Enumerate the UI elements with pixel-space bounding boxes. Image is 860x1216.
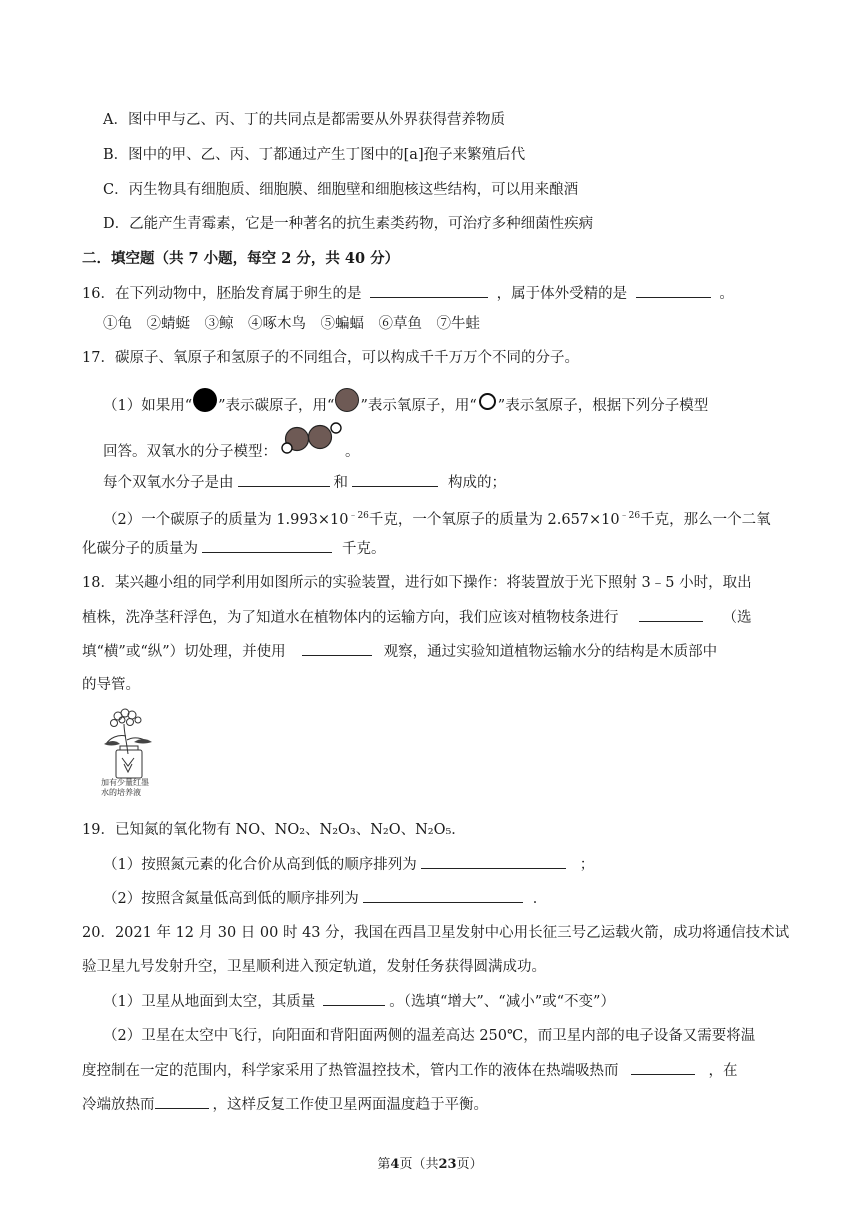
q17-p2-b: 千克，一个氧原子的质量为 2.657×10	[368, 511, 620, 528]
q19-p1-a: （1）按照氮元素的化合价从高到低的顺序排列为	[103, 857, 417, 873]
option-c: C．丙生物具有细胞质、细胞膜、细胞壁和细胞核这些结构，可以用来酿酒	[103, 182, 579, 198]
q20-part2-line2	[82, 1060, 738, 1081]
footer-page-number: 4	[390, 1157, 400, 1172]
q19-p1-b: ；	[579, 857, 595, 873]
q18-line2-b: （选	[722, 610, 752, 626]
q18-line2	[82, 607, 752, 628]
q18-line3-b: 观察，通过实验知道植物运输水分的结构是木质部中	[383, 644, 718, 660]
q17-blank-3[interactable]	[202, 538, 332, 553]
hydrogen-peroxide-model-icon	[280, 420, 346, 456]
q20-part2-line1: （2）卫星在太空中飞行，向阳面和背阳面两侧的温差高达 250℃，而卫星内部的电子设备又需要将温	[103, 1028, 756, 1044]
q20-p1-a: （1）卫星从地面到太空，其质量	[103, 994, 316, 1010]
q17-p1-text-d: ”表示氢原子，根据下列分子模型	[497, 398, 709, 414]
q18-line1: 18．某兴趣小组的同学利用如图所示的实验装置，进行如下操作：将装置放于光下照射 3﹣5 小时，取出	[82, 575, 752, 591]
q19-p2-a: （2）按照含氮量低高到低的顺序排列为	[103, 891, 359, 907]
q17-p1-line3-c: 构成的；	[448, 475, 506, 491]
q19-p2-b: ．	[532, 891, 548, 907]
q17-p1-line2-end: 。	[345, 444, 360, 460]
q17-p2-exp1: ﹣26	[348, 511, 369, 521]
q17-p1-text-b: ”表示碳原子，用“	[218, 398, 335, 414]
q19-blank-2[interactable]	[363, 888, 523, 903]
q20-blank-2[interactable]	[631, 1060, 695, 1075]
q17-p2-a: （2）一个碳原子的质量为 1.993×10	[103, 511, 349, 528]
option-b: B．图中的甲、乙、丙、丁都通过产生丁图中的[a]孢子来繁殖后代	[103, 147, 526, 163]
figure-caption-1: 加有少量红墨	[101, 778, 149, 787]
question-16	[82, 283, 734, 304]
q19-blank-1[interactable]	[421, 854, 566, 869]
carbon-atom-icon	[193, 388, 217, 412]
q17-p1-text-a: （1）如果用“	[103, 398, 193, 414]
q17-part2-line2	[82, 538, 386, 559]
footer-text-b: 页（共	[399, 1157, 439, 1172]
q20-blank-3[interactable]	[155, 1094, 209, 1109]
q16-blank-2[interactable]	[636, 283, 711, 298]
q20-part2-line3	[82, 1094, 488, 1115]
q18-line3	[82, 641, 717, 662]
page-footer	[0, 1156, 860, 1174]
q17-p2-line2-a: 化碳分子的质量为	[82, 541, 198, 557]
q17-p2-line2-b: 千克。	[342, 541, 386, 557]
q18-line2-a: 植株，洗净茎秆浮色，为了知道水在植物体内的运输方向，我们应该对植物枝条进行	[82, 610, 619, 626]
q20-p2-line2-b: ，在	[708, 1063, 738, 1079]
q17-p2-exp2: ﹣26	[619, 511, 641, 521]
q17-p1-line2-text: 回答。双氧水的分子模型：	[103, 444, 277, 460]
q16-stem-c: 。	[719, 286, 734, 302]
footer-total-pages: 23	[438, 1157, 457, 1172]
q19-stem: 19．已知氮的氧化物有 NO、NO₂、N₂O₃、N₂O、N₂O₅．	[82, 822, 466, 838]
q20-line1: 20．2021 年 12 月 30 日 00 时 43 分，我国在西昌卫星发射中心用长征三号乙运载火箭，成功将通信技术试	[82, 925, 790, 941]
hydrogen-atom-icon	[479, 393, 496, 410]
q17-blank-2[interactable]	[352, 472, 438, 487]
q17-blank-1[interactable]	[238, 472, 330, 487]
option-d: D．乙能产生青霉素，它是一种著名的抗生素类药物，可治疗多种细菌性疾病	[103, 216, 594, 232]
q16-stem-b: ，属于体外受精的是	[496, 286, 628, 302]
option-a: A．图中甲与乙、丙、丁的共同点是都需要从外界获得营养物质	[103, 112, 505, 128]
q17-p2-c: 千克，那么一个二氧	[640, 511, 771, 528]
q19-part1	[103, 854, 594, 875]
q20-part1	[103, 991, 615, 1012]
q18-line3-a: 填“横”或“纵”）切处理，并使用	[82, 644, 286, 660]
q17-part1-line2	[103, 442, 277, 462]
q18-blank-2[interactable]	[302, 641, 372, 656]
q18-line4: 的导管。	[82, 677, 140, 693]
q18-blank-1[interactable]	[639, 607, 703, 622]
q16-animal-list: ①龟 ②蜻蜓 ③鲸 ④啄木鸟 ⑤蝙蝠 ⑥草鱼 ⑦牛蛙	[103, 316, 480, 332]
q20-p2-line2-a: 度控制在一定的范围内，科学家采用了热管温控技术，管内工作的液体在热端吸热而	[82, 1063, 619, 1079]
figure-caption-2: 水的培养液	[101, 788, 141, 797]
oxygen-atom-icon	[335, 388, 359, 412]
q20-blank-1[interactable]	[323, 991, 385, 1006]
q17-part1-line3	[103, 472, 506, 493]
q17-part1-line1	[103, 388, 708, 416]
q17-p1-text-c: ”表示氧原子，用“	[360, 398, 477, 414]
q20-p2-line3-a: 冷端放热而	[82, 1097, 155, 1113]
section-heading: 二．填空题（共 7 小题，每空 2 分，共 40 分）	[82, 250, 400, 267]
q16-blank-1[interactable]	[370, 283, 488, 298]
q17-p1-line3-a: 每个双氧水分子是由	[103, 475, 234, 491]
footer-text-a: 第	[377, 1157, 391, 1172]
footer-text-c: 页）	[456, 1157, 483, 1172]
q20-line2: 验卫星九号发射升空，卫星顺利进入预定轨道，发射任务获得圆满成功。	[82, 959, 546, 975]
question-17-stem: 17．碳原子、氧原子和氢原子的不同组合，可以构成千千万万个不同的分子。	[82, 350, 579, 366]
q17-part2-line1	[103, 506, 771, 530]
q16-stem-a: 16．在下列动物中，胚胎发育属于卵生的是	[82, 286, 362, 302]
q20-p1-b: 。（选填“增大”、“减小”或“不变”）	[389, 994, 615, 1010]
q20-p2-line3-b: ，这样反复工作使卫星两面温度趋于平衡。	[212, 1097, 488, 1113]
plant-experiment-figure	[100, 706, 160, 780]
q19-part2	[103, 888, 547, 909]
q17-p1-line3-b: 和	[333, 475, 348, 491]
